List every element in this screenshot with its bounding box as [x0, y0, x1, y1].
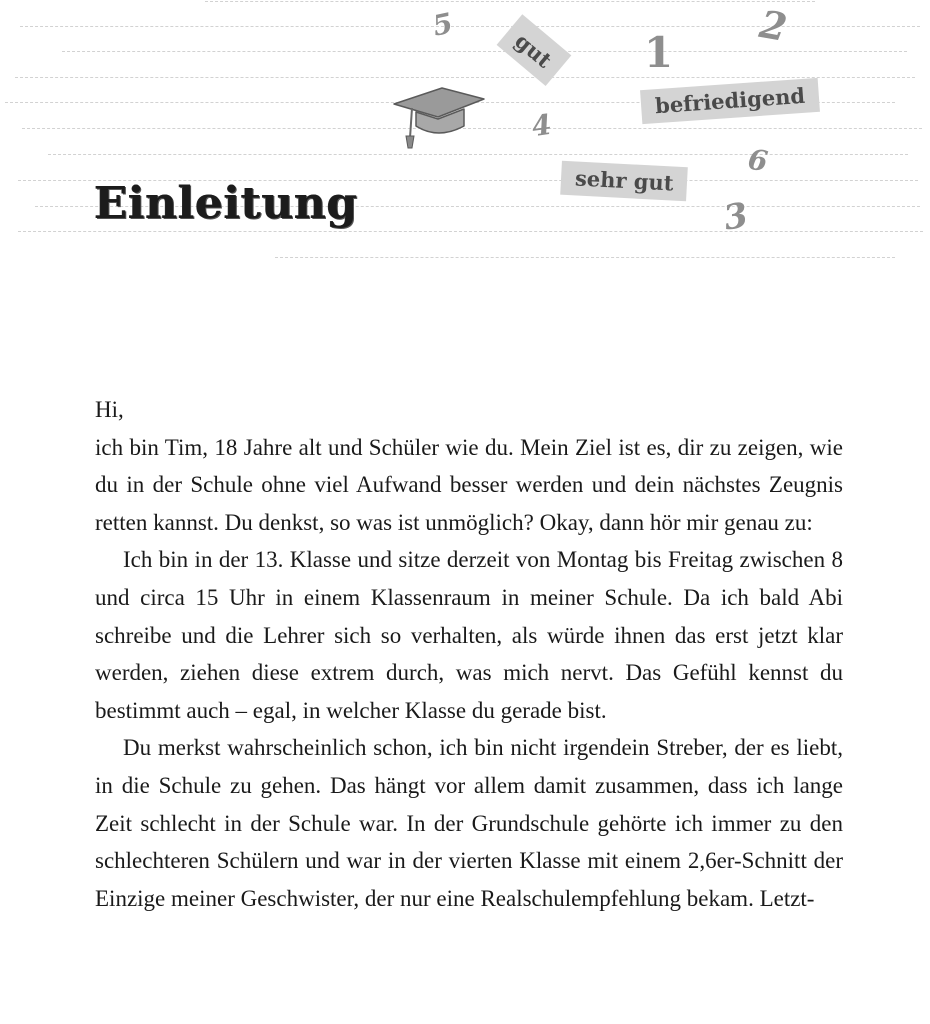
- chapter-title: Einleitung: [94, 178, 358, 229]
- grade-number-6: 6: [745, 142, 770, 179]
- paragraph: ich bin Tim, 18 Jahre alt und Schüler wie du. Mein Ziel ist es, dir zu zeigen, wie du in der Schule ohne viel Aufwand besser werden und dein nächstes Zeugnis retten kannst. Du denkst, so was ist unmöglich? Okay, dann hör mir genau zu:: [95, 434, 843, 535]
- chapter-header-art: [0, 0, 930, 270]
- grade-number-4: 4: [529, 107, 554, 144]
- grade-number-3: 3: [720, 195, 751, 239]
- grade-number-5: 5: [429, 6, 456, 43]
- dashed-line: [48, 154, 908, 155]
- dashed-line: [18, 231, 923, 232]
- greeting: Hi,: [95, 397, 124, 422]
- dashed-line: [62, 51, 907, 52]
- grade-tag-sehr-gut: sehr gut: [560, 161, 688, 202]
- body-text: [95, 391, 843, 917]
- paragraph: Ich bin in der 13. Klasse und sitze derzeit von Montag bis Freitag zwischen 8 und circa 15 Uhr in einem Klassenraum in meiner Schule. Da ich bald Abi schreibe und die Lehrer sich so verhalten, als würde ihnen das erst jetzt klar werden, ziehen diese extrem durch, was mich nervt. Das Gefühl kennst du bestimmt auch – egal, in welcher Klasse du gerade bist.: [95, 547, 843, 723]
- graduation-cap-icon: [392, 82, 486, 154]
- grade-number-2: 2: [756, 1, 791, 50]
- dashed-line: [275, 257, 895, 258]
- grade-tag-befriedigend: befriedigend: [640, 78, 820, 124]
- dashed-line: [15, 77, 915, 78]
- grade-tag-gut: gut: [497, 14, 571, 86]
- paragraph: Du merkst wahrscheinlich schon, ich bin nicht irgendein Streber, der es liebt, in die Schule zu gehen. Das hängt vor allem damit zusammen, dass ich lange Zeit schlecht in der Schule war. In der Grundschule gehörte ich immer zu den schlechteren Schülern und war in der vierten Klasse mit einem 2,6er-Schnitt der Einzige meiner Geschwister, der nur eine Realschulempfehlung bekam. Letzt-: [95, 735, 843, 911]
- grade-number-1: 1: [644, 28, 674, 77]
- dashed-line: [205, 1, 815, 2]
